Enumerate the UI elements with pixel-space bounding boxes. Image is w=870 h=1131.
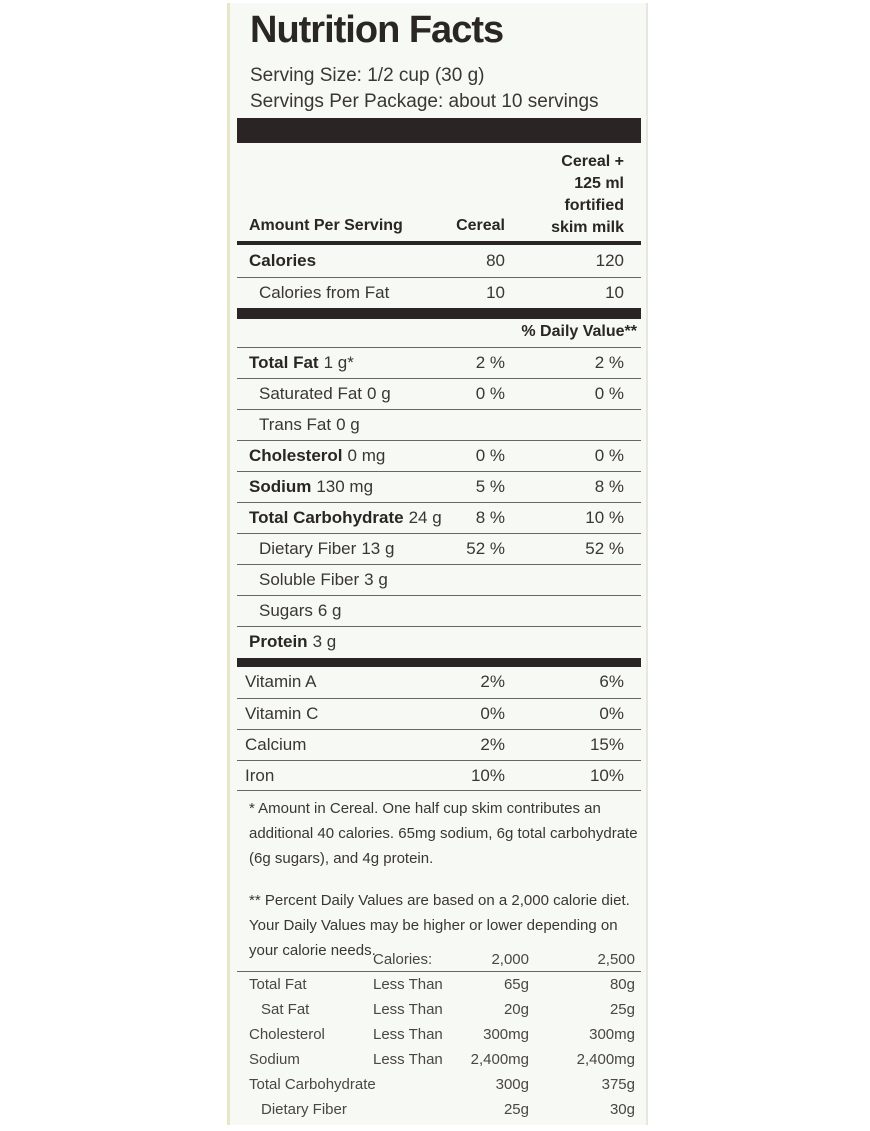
nutrient-dv-cereal: 5 %	[475, 477, 505, 496]
medium-divider	[237, 308, 641, 319]
vitamin-row	[237, 698, 641, 730]
dv-table-row: Total Carbohydrate 300g 375g	[249, 1076, 635, 1093]
nutrient-row	[237, 564, 641, 596]
nutrient-dv-milk: 52 %	[585, 539, 624, 558]
vitamin-dv-cereal: 0%	[480, 704, 505, 723]
nutrient-row	[237, 471, 641, 503]
nutrient-dv-cereal: 0 %	[475, 446, 505, 465]
nutrient-row	[237, 378, 641, 410]
daily-value-header: % Daily Value**	[521, 323, 637, 340]
nutrient-label: Total Fat 1 g*	[249, 353, 354, 372]
nutrient-label: Protein 3 g	[249, 632, 337, 651]
nutrient-label: Dietary Fiber 13 g	[259, 539, 395, 558]
vitamin-dv-cereal: 2%	[480, 672, 505, 691]
col-header-cereal: Cereal	[456, 217, 505, 234]
nutrient-row	[237, 626, 641, 658]
nutrition-label	[227, 3, 648, 1125]
vitamin-label: Calcium	[245, 735, 307, 754]
nutrient-label: Soluble Fiber 3 g	[259, 570, 388, 589]
nutrient-label: Total Carbohydrate 24 g	[249, 508, 442, 527]
nutrient-dv-cereal: 0 %	[475, 384, 505, 403]
footnote-amount: * Amount in Cereal. One half cup skim contributes an additional 40 calories. 65mg sodium, 6g total carbohydrate (6g sugars), and 4g protein.	[249, 800, 638, 867]
col-header-cereal-milk: Cereal + 125 ml fortified skim milk	[551, 153, 624, 236]
dv-table-row: Sat Fat Less Than 20g 25g	[261, 1001, 635, 1018]
nutrient-row	[237, 502, 641, 534]
vitamin-dv-milk: 10%	[589, 766, 624, 785]
nutrient-row	[237, 347, 641, 379]
label-title: Nutrition Facts	[250, 9, 504, 51]
nutrient-dv-milk: 0 %	[594, 446, 624, 465]
vitamin-label: Vitamin A	[245, 672, 317, 691]
calories-fat-row: Calories from Fat 10 10	[237, 277, 641, 309]
calories-row: Calories 80 120	[249, 251, 624, 270]
nutrient-label: Trans Fat 0 g	[259, 415, 360, 434]
vitamin-dv-cereal: 10%	[470, 766, 505, 785]
nutrient-label: Cholesterol 0 mg	[249, 446, 386, 465]
nutrient-dv-milk: 10 %	[585, 508, 624, 527]
nutrient-dv-cereal: 2 %	[475, 353, 505, 372]
nutrient-label: Saturated Fat 0 g	[259, 384, 391, 403]
header-rule	[237, 241, 641, 245]
nutrient-dv-cereal: 8 %	[475, 508, 505, 527]
footnote-daily-values: ** Percent Daily Values are based on a 2,000 calorie diet. Your Daily Values may be higher or lower depending on your calorie needs.	[249, 892, 630, 959]
vitamin-divider	[237, 658, 641, 667]
servings-per-package: Servings Per Package: about 10 servings	[250, 91, 599, 112]
dv-table-header: Calories: 2,000 2,500	[373, 951, 635, 968]
thick-divider	[237, 118, 641, 143]
vitamin-dv-cereal: 2%	[480, 735, 505, 754]
nutrient-label: Sodium 130 mg	[249, 477, 374, 496]
dv-table-row: Total Fat Less Than 65g 80g	[249, 976, 635, 993]
nutrient-dv-milk: 2 %	[594, 353, 624, 372]
vitamin-row	[237, 729, 641, 761]
vitamin-dv-milk: 6%	[599, 672, 624, 691]
dv-table-row: Sodium Less Than 2,400mg 2,400mg	[249, 1051, 635, 1068]
vitamin-label: Iron	[245, 766, 275, 785]
vitamin-label: Vitamin C	[245, 704, 319, 723]
nutrient-dv-milk: 0 %	[594, 384, 624, 403]
nutrient-dv-milk: 8 %	[594, 477, 624, 496]
nutrient-row	[237, 440, 641, 472]
nutrient-label: Sugars 6 g	[259, 601, 342, 620]
dv-table-rule	[237, 971, 641, 972]
nutrient-row	[237, 409, 641, 441]
nutrient-dv-cereal: 52 %	[466, 539, 505, 558]
serving-size: Serving Size: 1/2 cup (30 g)	[250, 65, 485, 86]
dv-table-row: Cholesterol Less Than 300mg 300mg	[249, 1026, 635, 1043]
vitamin-bottom-rule	[237, 790, 641, 791]
vitamin-row	[237, 667, 641, 698]
vitamin-row	[237, 760, 641, 792]
nutrient-row	[237, 533, 641, 565]
vitamin-dv-milk: 0%	[599, 704, 624, 723]
col-header-amount: Amount Per Serving	[249, 217, 403, 234]
vitamin-dv-milk: 15%	[589, 735, 624, 754]
dv-table-row: Dietary Fiber 25g 30g	[261, 1101, 635, 1118]
nutrient-row	[237, 595, 641, 627]
